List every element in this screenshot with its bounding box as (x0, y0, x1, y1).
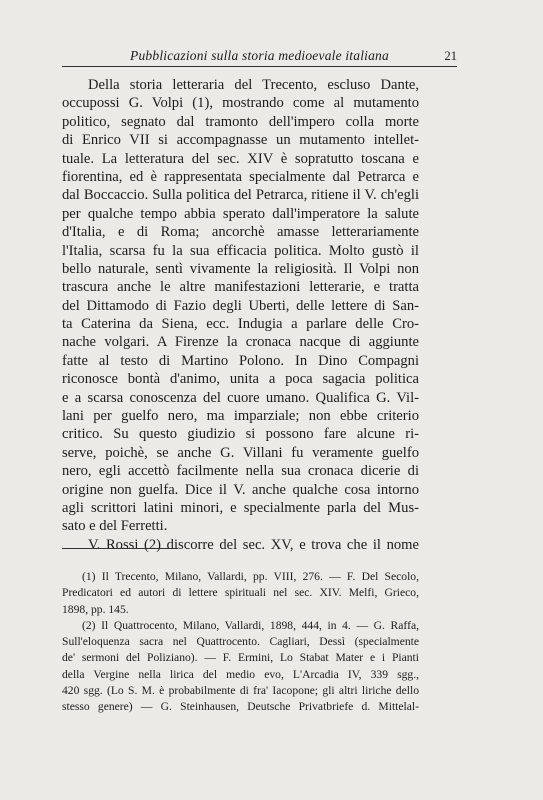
body-line: critico. Su questo giudizio si possono fare alcune ri- (62, 426, 419, 443)
body-line: e a scarsa conoscenza del cuore umano. Qualifica G. Vil- (62, 389, 419, 406)
page-number: 21 (444, 49, 457, 63)
body-line: politico, segnato dal tramonto dell'impero colla morte (62, 113, 419, 130)
footnote-line: Predicatori ed autori di lettere spirituali nel sec. XIV. Melfi, Grieco, (62, 586, 419, 600)
body-line: di Enrico VII si accompagnasse un mutamento intellet- (62, 132, 419, 149)
footnotes (62, 569, 419, 716)
body-line: bello naturale, sentì vivamente la religiosità. Il Volpi non (62, 260, 419, 277)
body-line: d'Italia, e di Roma; ancorchè amasse letterariamente (62, 224, 419, 241)
body-line: riconosce bontà d'animo, unita a poca sagacia politica (62, 371, 419, 388)
body-text (62, 76, 419, 554)
running-title: Pubblicazioni sulla storia medioevale italiana (130, 48, 389, 63)
footnote-line: stesso genere) — G. Steinhausen, Deutsche Privatbriefe d. Mittelal- (62, 700, 419, 714)
body-line: agli scrittori latini minori, e specialmente parla del Mus- (62, 499, 419, 516)
body-line: tuale. La letteratura del sec. XIV è sopratutto toscana e (62, 150, 419, 167)
running-header (62, 46, 457, 67)
body-line: del Dittamodo di Fazio degli Uberti, delle lettere di San- (62, 297, 419, 314)
body-line: serve, poichè, se anche G. Villani fu veramente guelfo (62, 444, 419, 461)
body-line: nache volgari. A Firenze la cronaca nacque di aggiunte (62, 334, 419, 351)
body-line: V. Rossi (2) discorre del sec. XV, e trova che il nome (88, 536, 419, 553)
footnote-line: (1) Il Trecento, Milano, Vallardi, pp. VIII, 276. — F. Del Secolo, (82, 570, 419, 583)
footnote-line: de' sermoni del Poliziano). — F. Ermini, Lo Stabat Mater e i Pianti (62, 651, 419, 665)
body-line: occupossi G. Volpi (1), mostrando come al mutamento (62, 95, 419, 112)
body-line: trascura anche le altre manifestazioni letterarie, e tratta (62, 279, 419, 296)
body-line: l'Italia, scarsa fu la sua efficacia politica. Molto gustò il (62, 242, 419, 259)
body-line: per qualche tempo abbia sperato dall'imperatore la salute (62, 205, 419, 222)
body-line: sato e del Ferretti. (62, 518, 168, 535)
footnote-line: della Vergine nella lirica del medio evo, L'Arcadia IV, 339 sgg., (62, 667, 419, 681)
body-line: origine non guelfa. Dice il V. anche qualche cosa intorno (62, 481, 419, 498)
footnote-line: (2) Il Quattrocento, Milano, Vallardi, 1898, 444, in 4. — G. Raffa, (82, 618, 419, 632)
body-line: fiorentina, ed è rappresentata specialmente dal Petrarca e (62, 168, 419, 185)
body-line: nero, egli accettò facilmente nella sua cronaca dicerie di (62, 463, 419, 480)
body-line: Della storia letteraria del Trecento, escluso Dante, (88, 77, 419, 93)
body-line: fatte al testo di Martino Polono. In Dino Compagni (62, 352, 419, 369)
footnote-separator (62, 548, 178, 549)
footnote-line: 420 sgg. (Lo S. M. è probabilmente di fra' Iacopone; gli altri liriche dello (62, 684, 419, 698)
footnote-line: 1898, pp. 145. (62, 602, 129, 616)
footnote-line: Sull'eloquenza sacra nel Quattrocento. Cagliari, Dessì (specialmente (62, 635, 419, 649)
body-line: ta Caterina da Siena, ecc. Indugia a parlare delle Cro- (62, 316, 419, 333)
body-line: dal Boccaccio. Sulla politica del Petrarca, ritiene il V. ch'egli (62, 187, 419, 204)
body-line: lani per guelfo nero, ma imparziale; non ebbe criterio (62, 408, 419, 425)
